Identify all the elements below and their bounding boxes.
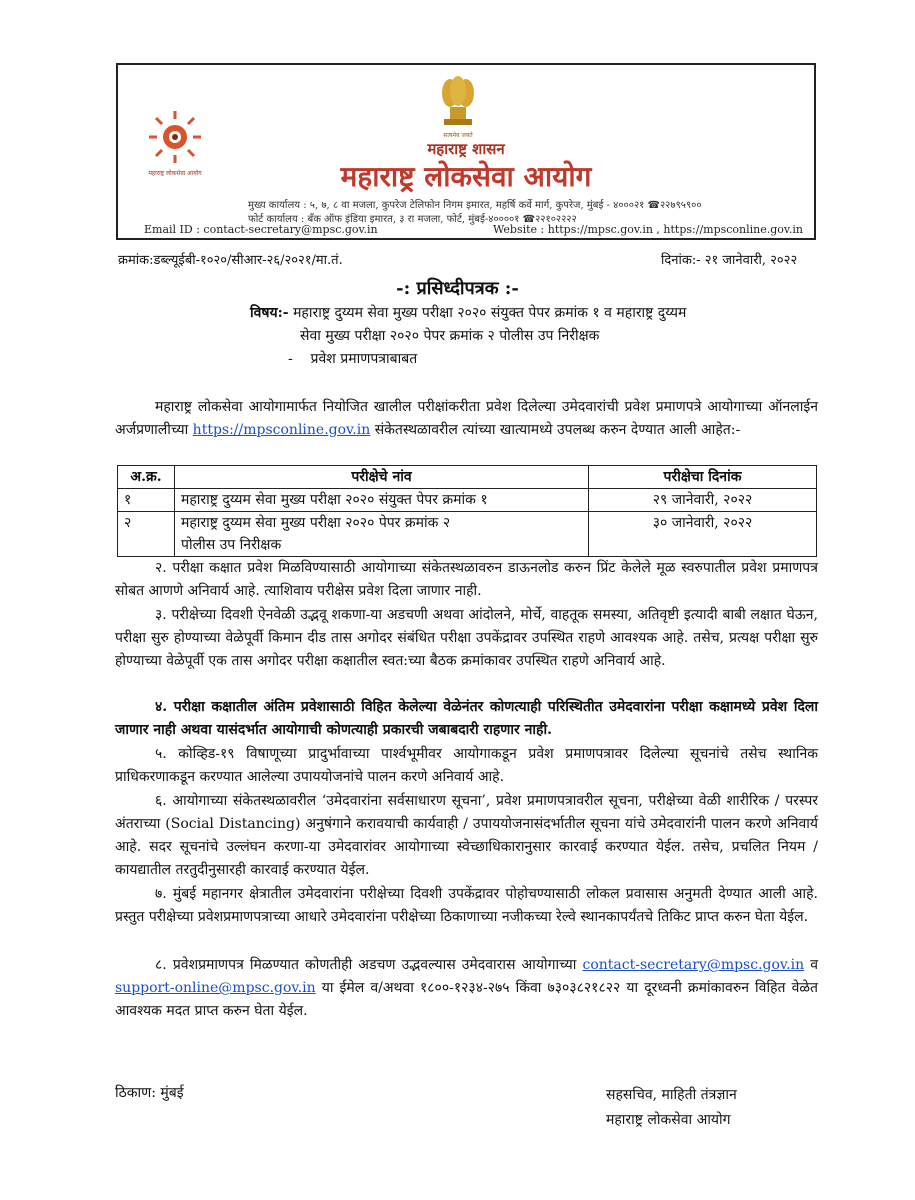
intro-text-end: संकेतस्थळावरील त्यांच्या खात्यामध्ये उपलब्ध करुन देण्यात आली आहेत:- — [374, 422, 741, 438]
row-exam-name-line1: महाराष्ट्र दुय्यम सेवा मुख्य परीक्षा २०२० पेपर क्रमांक २ — [181, 515, 451, 531]
row-exam-date: ३० जानेवारी, २०२२ — [589, 512, 817, 557]
table-row — [118, 489, 817, 512]
national-emblem-icon — [428, 71, 488, 141]
paragraph-4: ४. परीक्षा कक्षातील अंतिम प्रवेशासाठी विहित केलेल्या वेळेनंतर कोणत्याही परिस्थितीत उमेदवारांना परीक्षा कक्षामध्ये प्रवेश दिला जाणार नाही अथवा यासंदर्भात आयोगाची कोणत्याही प्रकारची जबाबदारी राहणार नाही. — [115, 699, 818, 738]
row-exam-name: महाराष्ट्र दुय्यम सेवा मुख्य परीक्षा २०२० संयुक्त पेपर क्रमांक १ — [175, 489, 589, 512]
contact-secretary-email-link[interactable]: contact-secretary@mpsc.gov.in — [582, 957, 805, 973]
head-office-address: मुख्य कार्यालय : ५, ७, ८ वा मजला, कुपरेज टेलिफोन निगम इमारत, महर्षि कर्वे मार्ग, कुपरेज, मुंबई - ४०००२१ ☎२२७९५९०० — [248, 200, 702, 211]
row-exam-date: २९ जानेवारी, २०२२ — [589, 489, 817, 512]
fort-office-address: फोर्ट कार्यालय : बँक ऑफ इंडिया इमारत, ३ रा मजला, फोर्ट, मुंबई-४००००१ ☎२२१०२२२२ — [248, 214, 577, 225]
intro-text: महाराष्ट्र लोकसेवा आयोगामार्फत नियोजित खालील परीक्षांकरीता प्रवेश दिलेल्या उमेदवारांची प्रवेश प्रमाणपत्रे आयोगाच्या ऑनलाईन अर्जप्रणालीच्या — [115, 399, 818, 438]
para8-conjunction: व — [810, 957, 819, 973]
mpsconline-link[interactable]: https://mpsconline.gov.in — [192, 422, 371, 438]
row-exam-name-line2: पोलीस उप निरीक्षक — [181, 537, 282, 553]
paragraph-5: ५. कोव्हिड-१९ विषाणूच्या प्रादुर्भावाच्या पार्श्वभूमीवर आयोगाकडून प्रवेश प्रमाणपत्रावर दिलेल्या सूचनांचे तसेच स्थानिक प्राधिकरणाकडून करण्यात आलेल्या उपाययोजनांचे पालन करणे अनिवार्य आहे. — [115, 746, 818, 785]
press-release-title: -: प्रसिध्दीपत्रक :- — [396, 278, 519, 299]
paragraph-3: ३. परीक्षेच्या दिवशी ऐनवेळी उद्भवू शकणा-या अडचणी अथवा आंदोलने, मोर्चे, वाहतूक समस्या, अतिवृष्टी इत्यादी बाबी लक्षात घेऊन, परीक्षा सुरु होण्याच्या वेळेपूर्वी किमान दीड तास अगोदर संबंधित परीक्षा उपकेंद्रावर उपस्थित राहणे आवश्यक आहे. तसेच, प्रत्यक्ष परीक्षा सुरु होण्याच्या वेळेपूर्वी एक तास अगोदर परीक्षा कक्षातील स्वत:च्या बैठक क्रमांकावर उपस्थित राहणे अनिवार्य आहे. — [115, 607, 818, 669]
row-exam-name — [175, 512, 589, 557]
letterhead-email: Email ID : contact-secretary@mpsc.gov.in — [144, 223, 378, 236]
paragraph-6: ६. आयोगाच्या संकेतस्थळावरील ‘उमेदवारांना सर्वसाधारण सूचना’, प्रवेश प्रमाणपत्रावरील सूचना, परीक्षेच्या वेळी शारीरिक / परस्पर अंतराच्या (Social Distancing) अनुषंगाने करावयाची कार्यवाही / उपाययोजनासंदर्भातील सूचना यांचे उमेदवारांनी पालन करणे अनिवार्य आहे. सदर सूचनांचे उल्लंघन करणा-या उमेदवारांवर आयोगाच्या स्वेच्छाधिकारानुसार कारवाई करण्यात येईल. तसेच, प्रचलित नियम / कायद्यातील तरतुदीनुसारही कारवाई करण्यात येईल. — [115, 793, 818, 878]
header-serial: अ.क्र. — [118, 466, 175, 489]
header-exam-date: परीक्षेचा दिनांक — [589, 466, 817, 489]
commission-name: महाराष्ट्र लोकसेवा आयोग — [340, 160, 592, 193]
signatory-designation: सहसचिव, माहिती तंत्रज्ञान — [606, 1087, 737, 1103]
paragraph-2: २. परीक्षा कक्षात प्रवेश मिळविण्यासाठी आयोगाच्या संकेतस्थळावरुन डाऊनलोड करुन प्रिंट केलेले मूळ स्वरुपातील प्रवेश प्रमाणपत्र सोबत आणणे अनिवार्य आहे. त्याशिवाय परीक्षेस प्रवेश दिला जाणार नाही. — [115, 560, 818, 599]
signatory — [606, 1083, 737, 1133]
subject-dash: - — [288, 351, 293, 367]
subject-line-3: प्रवेश प्रमाणपत्राबाबत — [310, 351, 418, 367]
subject-line-1: महाराष्ट्र दुय्यम सेवा मुख्य परीक्षा २०२० संयुक्त पेपर क्रमांक १ व महाराष्ट्र दुय्यम — [293, 305, 687, 321]
exam-schedule-table — [117, 465, 817, 557]
government-label: महाराष्ट्र शासन — [427, 140, 505, 158]
svg-text:सत्यमेव जयते: सत्यमेव जयते — [443, 132, 473, 139]
table-row — [118, 512, 817, 557]
subject-label: विषय:- — [250, 305, 289, 321]
letterhead-website: Website : https://mpsc.gov.in , https://mpsconline.gov.in — [493, 223, 803, 236]
document-date: दिनांक:- २१ जानेवारी, २०२२ — [661, 253, 798, 268]
signatory-office: महाराष्ट्र लोकसेवा आयोग — [606, 1112, 731, 1128]
header-exam-name: परीक्षेचे नांव — [175, 466, 589, 489]
support-online-email-link[interactable]: support-online@mpsc.gov.in — [115, 980, 316, 996]
place: ठिकाण: मुंबई — [115, 1085, 184, 1101]
svg-text:महाराष्ट्र लोकसेवा आयोग: महाराष्ट्र लोकसेवा आयोग — [148, 170, 202, 177]
letterhead — [116, 63, 816, 240]
row-serial: १ — [118, 489, 175, 512]
intro-paragraph — [115, 396, 818, 442]
para8-text-end: या ईमेल व/अथवा १८००-१२३४-२७५ किंवा ७३०३८२१८२२ या दूरध्वनी क्रमांकावरुन विहित वेळेत आवश्यक मदत प्राप्त करुन घेता येईल. — [115, 980, 818, 1019]
paragraph-7: ७. मुंबई महानगर क्षेत्रातील उमेदवारांना परीक्षेच्या दिवशी उपकेंद्रावर पोहोचण्यासाठी लोकल प्रवासास अनुमती देण्यात आली आहे. प्रस्तुत परीक्षेच्या प्रवेशप्रमाणपत्राच्या आधारे उमेदवारांना परीक्षेच्या ठिकाणाच्या नजीकच्या रेल्वे स्थानकापर्यंतचे तिकिट प्राप्त करुन घेता येईल. — [115, 886, 818, 925]
row-serial: २ — [118, 512, 175, 557]
para8-text: ८. प्रवेशप्रमाणपत्र मिळण्यात कोणतीही अडचण उद्भवल्यास उमेदवारास आयोगाच्या — [155, 957, 577, 973]
paragraph-8 — [115, 954, 818, 1023]
reference-number: क्रमांक:डब्ल्यूईबी-१०२०/सीआर-२६/२०२१/मा.तं. — [118, 253, 343, 268]
subject — [250, 302, 790, 371]
subject-line-2: सेवा मुख्य परीक्षा २०२० पेपर क्रमांक २ पोलीस उप निरीक्षक — [300, 328, 600, 344]
table-header-row — [118, 466, 817, 489]
